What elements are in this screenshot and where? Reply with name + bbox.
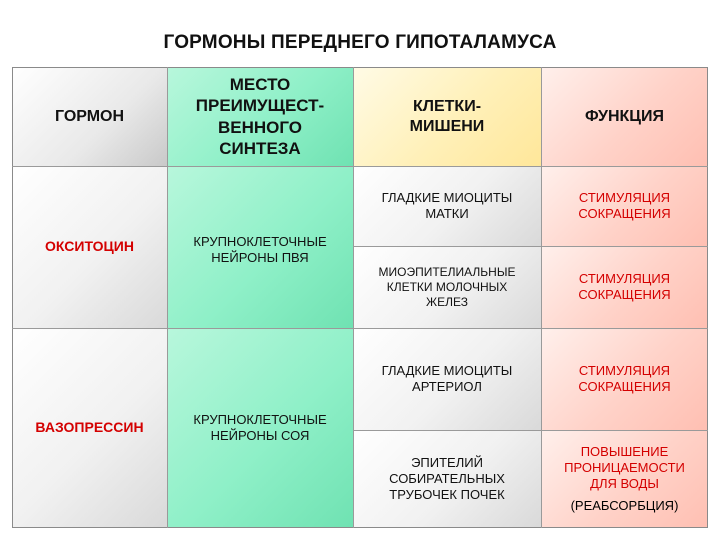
table-border (12, 67, 708, 528)
function-mammary-label: СТИМУЛЯЦИЯ СОКРАЩЕНИЯ (578, 270, 671, 302)
target-uterus-label: ГЛАДКИЕ МИОЦИТЫ МАТКИ (381, 189, 513, 221)
divider (353, 430, 708, 431)
divider (12, 328, 708, 329)
function-kidney-ducts-label: ПОВЫШЕНИЕ ПРОНИЦАЕМОСТИ ДЛЯ ВОДЫ (564, 443, 685, 491)
header-function-label: ФУНКЦИЯ (584, 107, 664, 125)
header-site-label: МЕСТО ПРЕИМУЩЕСТ-ВЕННОГО СИНТЕЗА (195, 75, 325, 158)
header-targets-label: КЛЕТКИ-МИШЕНИ (409, 97, 485, 135)
divider (541, 67, 542, 528)
page-title: ГОРМОНЫ ПЕРЕДНЕГО ГИПОТАЛАМУСА (163, 32, 557, 53)
function-uterus-label: СТИМУЛЯЦИЯ СОКРАЩЕНИЯ (578, 189, 671, 221)
site-vasopressin-label: КРУПНОКЛЕТОЧНЫЕ НЕЙРОНЫ СОЯ (193, 411, 327, 443)
target-arterioles-label: ГЛАДКИЕ МИОЦИТЫ АРТЕРИОЛ (381, 362, 513, 394)
hormone-vasopressin-label: ВАЗОПРЕССИН (35, 419, 144, 436)
site-oxytocin-label: КРУПНОКЛЕТОЧНЫЕ НЕЙРОНЫ ПВЯ (193, 234, 327, 266)
target-kidney-ducts-label: ЭПИТЕЛИЙ СОБИРАТЕЛЬНЫХ ТРУБОЧЕК ПОЧЕК (389, 454, 505, 503)
divider (12, 166, 708, 167)
function-arterioles-label: СТИМУЛЯЦИЯ СОКРАЩЕНИЯ (578, 362, 671, 394)
target-mammary-label: МИОЭПИТЕЛИАЛЬНЫЕ КЛЕТКИ МОЛОЧНЫХ ЖЕЛЕЗ (378, 264, 516, 309)
divider (167, 67, 168, 528)
header-hormone-label: ГОРМОН (54, 107, 125, 125)
divider (353, 67, 354, 528)
function-kidney-ducts-note: (РЕАБСОРБЦИЯ) (570, 498, 679, 514)
divider (353, 246, 708, 247)
hormone-oxytocin-label: ОКСИТОЦИН (45, 238, 134, 255)
